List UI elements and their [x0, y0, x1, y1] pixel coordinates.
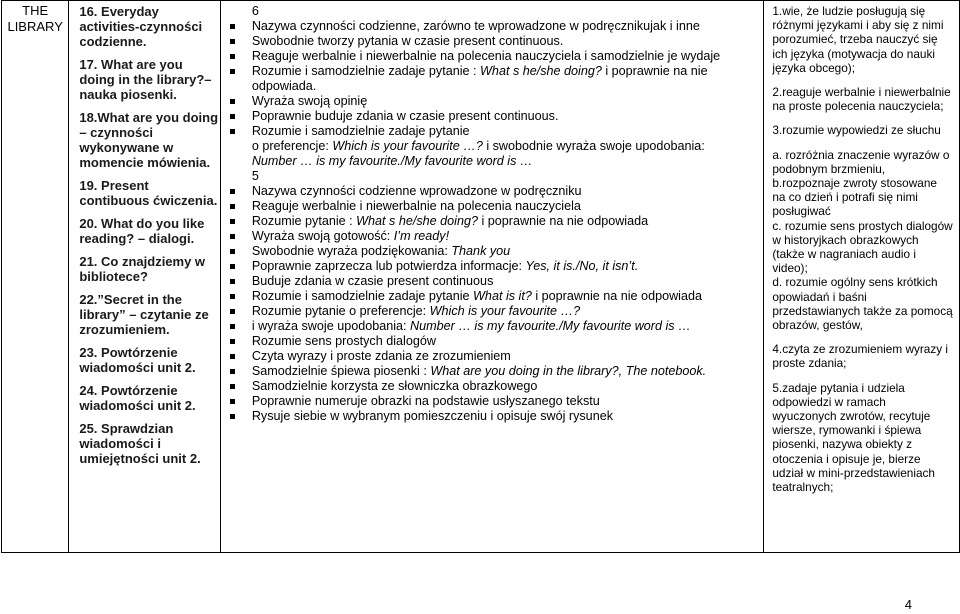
lesson-topic: 20. What do you like reading? – dialogi. [79, 216, 205, 246]
requirement-item [227, 49, 764, 64]
requirement-text: Rozumie pytanie : [251, 214, 357, 228]
requirement-text: Swobodnie tworzy pytania w czasie present continuous. [251, 34, 564, 48]
requirements-cell [220, 1, 764, 553]
requirement-example: Number … is my favourite./My favourite word is … [251, 154, 533, 168]
goal-line: 1.wie, że ludzie posługują się różnymi językami i aby się z nimi porozumieć, trzeba nauczyć się ich języka (motywacja do nauki języka obcego); [772, 4, 944, 75]
goal-line: d. rozumie ogólny sens krótkich opowiadań i baśni przedstawianych także za pomocą obrazów, gestów, [772, 275, 953, 333]
requirement-text: Nazywa czynności codzienne wprowadzone w podręczniku [251, 184, 582, 198]
requirement-item [227, 214, 764, 229]
lesson-topic: 19. Present contibuous ćwiczenia. [79, 178, 218, 208]
requirement-item [227, 259, 764, 274]
curriculum-goal [772, 85, 953, 113]
requirement-example: Which is your favourite …? [332, 139, 483, 153]
grade-number: 6 [251, 4, 259, 18]
goal-line: c. rozumie sens prostych dialogów w historyjkach obrazkowych (także w nagraniach audio i video); [772, 218, 953, 276]
lesson-topic: 23. Powtórzenie wiadomości unit 2. [79, 345, 196, 375]
requirement-text: Poprawnie zaprzecza lub potwierdza informacje: [251, 259, 526, 273]
requirement-text: Czyta wyrazy i proste zdania ze zrozumieniem [251, 349, 511, 363]
goals-cell [764, 1, 960, 553]
goal-line: b.rozpoznaje zwroty stosowane na co dzień i potrafi się nimi posługiwać [772, 176, 937, 219]
curriculum-goal [772, 381, 953, 495]
requirement-item [227, 394, 764, 409]
requirement-item [227, 409, 764, 424]
requirement-example: I’m ready! [393, 229, 450, 243]
requirement-text: Swobodnie wyraża podziękowania: [251, 244, 452, 258]
goal-line: 4.czyta ze zrozumieniem wyrazy i proste zdania; [772, 342, 949, 371]
requirement-text: i swobodnie wyraża swoje upodobania: [482, 139, 705, 153]
curriculum-goal [772, 4, 953, 75]
goal-line: 2.reaguje werbalnie i niewerbalnie na proste polecenia nauczyciela; [772, 85, 951, 114]
requirement-text: Reaguje werbalnie i niewerbalnie na polecenia nauczyciela i samodzielnie je wydaje [251, 49, 721, 63]
requirement-item [227, 274, 764, 289]
lesson-topic: 25. Sprawdzian wiadomości i umiejętności unit 2. [79, 421, 201, 466]
requirement-item [227, 379, 764, 394]
grade-number: 5 [251, 169, 259, 183]
requirement-item [227, 199, 764, 214]
requirement-item [227, 94, 764, 109]
requirement-example: Which is your favourite …? [429, 304, 581, 318]
goals-list [772, 4, 953, 494]
lesson-topic: 21. Co znajdziemy w bibliotece? [79, 254, 206, 284]
lesson-topics-list [79, 4, 219, 466]
requirement-example: Yes, it is./No, it isn’t. [525, 259, 639, 273]
requirement-item [227, 304, 764, 319]
lesson-topic: 18.What are you doing – czynności wykonywane w momencie mówienia. [79, 110, 219, 170]
requirement-continuation [227, 154, 764, 169]
requirement-item [227, 109, 764, 124]
requirement-text: o preferencje: [251, 139, 333, 153]
requirement-text: odpowiada. [251, 79, 317, 93]
requirement-item [227, 334, 764, 349]
requirement-continuation [227, 79, 764, 94]
requirement-text: Rysuje siebie w wybranym pomieszczeniu i opisuje swój rysunek [251, 409, 613, 423]
requirement-text: Rozumie i samodzielnie zadaje pytanie [251, 124, 470, 138]
requirement-item [227, 349, 764, 364]
requirement-example: What is it? [473, 289, 532, 303]
requirement-continuation [227, 139, 764, 154]
goal-line: 5.zadaje pytania i udziela odpowiedzi w ramach wyuczonych zwrotów, recytuje wiersze, rymowanki i śpiewa piosenki, nazywa obiekty z otoczenia i opisuje je, bierze udział w mini-przedstawieniach teatralnych; [772, 380, 935, 495]
requirement-item [227, 364, 764, 379]
requirement-item [227, 319, 764, 334]
lesson-topic: 22.”Secret in the library” – czytanie ze zrozumieniem. [79, 292, 209, 337]
curriculum-goal [772, 148, 953, 333]
requirement-text: Reaguje werbalnie i niewerbalnie na polecenia nauczyciela [251, 199, 581, 213]
requirement-item [227, 289, 764, 304]
requirement-text: Rozumie i samodzielnie zadaje pytanie [251, 289, 474, 303]
unit-title-cell [2, 1, 69, 553]
requirement-text: Wyraża swoją opinię [251, 94, 368, 108]
requirement-text: Wyraża swoją gotowość: [251, 229, 394, 243]
requirement-example: What s he/she doing? [480, 64, 602, 78]
requirement-example: What s he/she doing? [356, 214, 478, 228]
lesson-topics-cell [69, 1, 220, 553]
requirement-example: Thank you [451, 244, 511, 258]
requirement-text: i poprawnie na nie odpowiada [477, 214, 649, 228]
requirements-list [227, 4, 764, 424]
requirement-text: Poprawnie buduje zdania w czasie present continuous. [251, 109, 559, 123]
requirement-example: What are you doing in the library?, The notebook. [430, 364, 707, 378]
requirement-text: i poprawnie na nie [601, 64, 708, 78]
requirement-text: Buduje zdania w czasie present continuous [251, 274, 494, 288]
unit-title: THE LIBRARY [7, 3, 63, 34]
requirement-item [227, 19, 764, 34]
requirement-text: Samodzielnie korzysta ze słowniczka obrazkowego [251, 379, 538, 393]
requirement-item [227, 229, 764, 244]
goal-line: a. rozróżnia znaczenie wyrazów o podobnym brzmieniu, [772, 147, 950, 176]
requirement-text: Rozumie sens prostych dialogów [251, 334, 436, 348]
page-number: 4 [904, 597, 912, 612]
requirement-text: Rozumie i samodzielnie zadaje pytanie : [251, 64, 481, 78]
curriculum-goal [772, 123, 953, 137]
requirement-item [227, 184, 764, 199]
curriculum-goal [772, 342, 953, 370]
requirement-item [227, 244, 764, 259]
requirement-text: Samodzielnie śpiewa piosenki : [251, 364, 431, 378]
lesson-topic: 24. Powtórzenie wiadomości unit 2. [79, 383, 196, 413]
curriculum-table [1, 0, 960, 553]
requirement-item [227, 124, 764, 139]
requirement-example: Number … is my favourite./My favourite word is … [410, 319, 691, 333]
requirement-text: i wyraża swoje upodobania: [251, 319, 411, 333]
requirement-text: Rozumie pytanie o preferencje: [251, 304, 430, 318]
goal-line: 3.rozumie wypowiedzi ze słuchu [772, 123, 941, 138]
lesson-topic: 17. What are you doing in the library?– nauka piosenki. [79, 57, 212, 102]
requirement-item [227, 64, 764, 79]
requirement-text: Poprawnie numeruje obrazki na podstawie usłyszanego tekstu [251, 394, 600, 408]
requirement-item [227, 34, 764, 49]
requirement-text: Nazywa czynności codzienne, zarówno te wprowadzone w podręcznikujak i inne [251, 19, 700, 33]
lesson-topic: 16. Everyday activities-czynności codzienne. [79, 4, 203, 49]
requirement-text: i poprawnie na nie odpowiada [531, 289, 702, 303]
